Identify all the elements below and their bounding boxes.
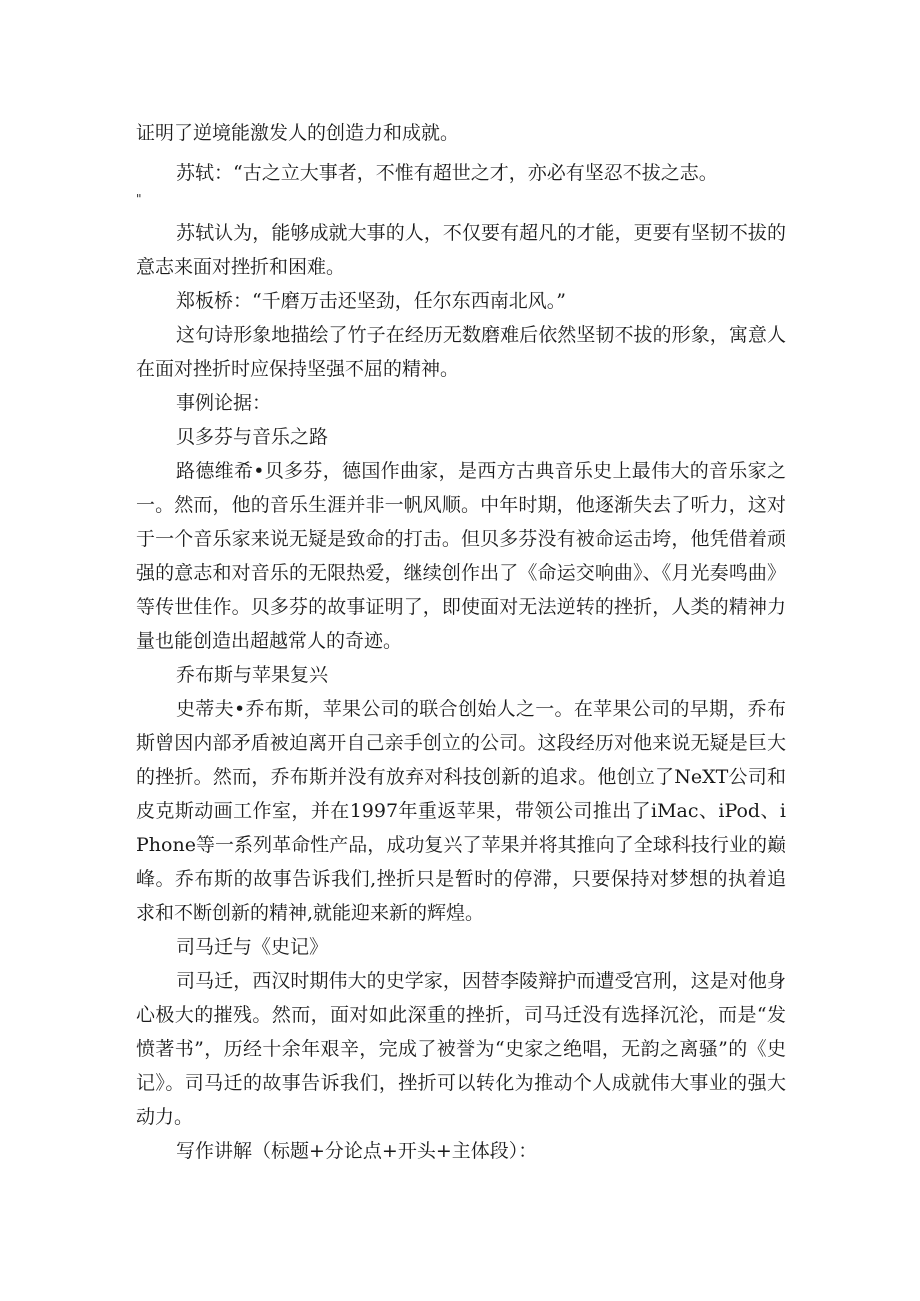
stray-mark: " xyxy=(136,192,142,206)
section-heading: 写作讲解（标题+分论点+开头+主体段）： xyxy=(176,1140,538,1162)
paragraph: 路德维希•贝多芬，德国作曲家，是西方古典音乐史上最伟大的音乐家之一。然而，他的音乐生涯并非一帆风顺。中年时期，他逐渐失去了听力，这对于一个音乐家来说无疑是致命的打击。但贝多芬没有被命运击垮，他凭借着顽强的意志和对音乐的无限热爱，继续创作出了《命运交响曲》、《月光奏鸣曲》等传世佳作。贝多芬的故事证明了，即使面对无法逆转的挫折，人类的精神力量也能创造出超越常人的奇迹。 xyxy=(136,460,786,652)
example-title-jobs: 乔布斯与苹果复兴 xyxy=(176,664,329,686)
quote-su-shi: 苏轼：“古之立大事者，不惟有超世之才，亦必有坚忍不拔之志。 xyxy=(176,162,718,184)
paragraph: 证明了逆境能激发人的创造力和成就。 xyxy=(136,122,460,144)
example-title-sima-qian: 司马迁与《史记》 xyxy=(176,936,329,958)
quote-zheng-banqiao: 郑板桥：“千磨万击还坚劲，任尔东西南北风。” xyxy=(176,290,566,312)
paragraph: 苏轼认为，能够成就大事的人，不仅要有超凡的才能，更要有坚韧不拔的意志来面对挫折和困难。 xyxy=(136,222,786,278)
section-heading: 事例论据： xyxy=(176,392,272,414)
document-body xyxy=(136,116,786,1168)
example-title-beethoven: 贝多芬与音乐之路 xyxy=(176,426,329,448)
paragraph: 司马迁，西汉时期伟大的史学家，因替李陵辩护而遭受宫刑，这是对他身心极大的摧残。然而，面对如此深重的挫折，司马迁没有选择沉沦，而是“发愤著书”，历经十余年艰辛，完成了被誉为“史家之绝唱，无韵之离骚”的《史记》。司马迁的故事告诉我们，挫折可以转化为推动个人成就伟大事业的强大动力。 xyxy=(136,970,786,1128)
paragraph: 史蒂夫•乔布斯，苹果公司的联合创始人之一。在苹果公司的早期，乔布斯曾因内部矛盾被迫离开自己亲手创立的公司。这段经历对他来说无疑是巨大的挫折。然而，乔布斯并没有放弃对科技创新的追求。他创立了NeXT公司和皮克斯动画工作室，并在1997年重返苹果，带领公司推出了iMac、iPod、iPhone等一系列革命性产品，成功复兴了苹果并将其推向了全球科技行业的巅峰。乔布斯的故事告诉我们,挫折只是暂时的停滞，只要保持对梦想的执着追求和不断创新的精神,就能迎来新的辉煌。 xyxy=(136,698,786,924)
paragraph: 这句诗形象地描绘了竹子在经历无数磨难后依然坚韧不拔的形象，寓意人在面对挫折时应保持坚强不屈的精神。 xyxy=(136,324,786,380)
